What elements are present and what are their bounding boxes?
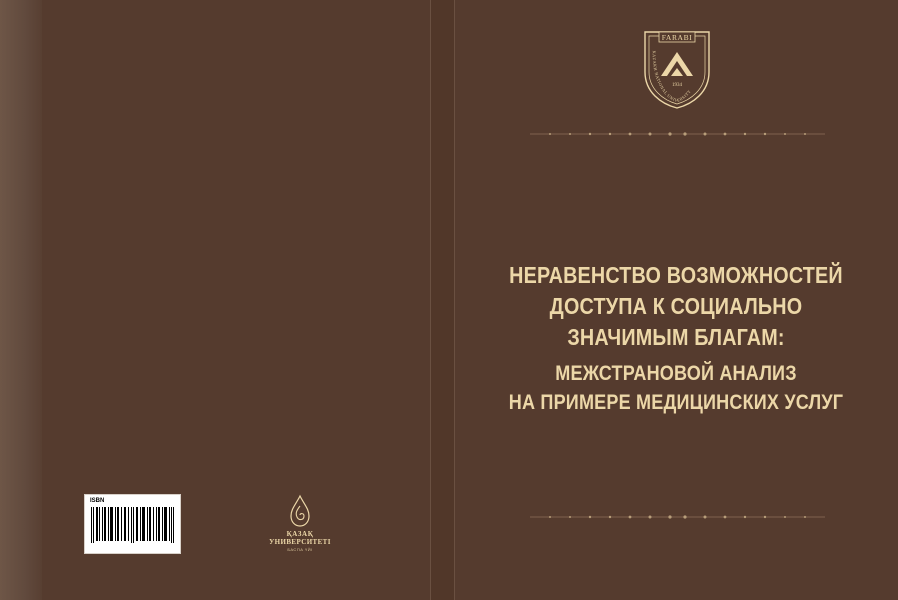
- publisher-name-line2: УНИВЕРСИТЕТІ: [269, 538, 331, 546]
- isbn-barcode-box: [84, 494, 181, 554]
- logo-ring-text: KAZAKH NATIONAL UNIVERSITY: [651, 50, 693, 104]
- logo-year: 1934: [672, 83, 682, 88]
- title-line-3: ЗНАЧИМЫМ БЛАГАМ:: [567, 324, 785, 350]
- spine-fold-right: [454, 0, 455, 600]
- publisher-mark: [260, 494, 340, 553]
- spine: [431, 0, 454, 600]
- subtitle-line-1: МЕЖСТРАНОВОЙ АНАЛИЗ: [555, 362, 797, 385]
- spine-fold-left: [430, 0, 431, 600]
- publisher-subtitle: БАСПА ҮЙІ: [287, 547, 313, 552]
- title-line-2: ДОСТУПА К СОЦИАЛЬНО: [549, 293, 803, 319]
- subtitle-line-2: НА ПРИМЕРЕ МЕДИЦИНСКИХ УСЛУГ: [508, 391, 844, 414]
- logo-banner-text: FARABI: [661, 33, 693, 42]
- drop-swirl-icon: [288, 494, 312, 528]
- university-logo: [641, 28, 713, 110]
- ornament-divider-top: [530, 131, 825, 137]
- publisher-name-line1: ҚАЗАҚ: [286, 530, 314, 538]
- book-title: [470, 260, 882, 417]
- back-cover-edge-shade: [0, 0, 42, 600]
- ornament-divider-bottom: [530, 514, 825, 520]
- title-line-1: НЕРАВЕНСТВО ВОЗМОЖНОСТЕЙ: [509, 262, 843, 288]
- barcode-icon: [91, 507, 175, 547]
- isbn-label: ISBN: [90, 498, 105, 504]
